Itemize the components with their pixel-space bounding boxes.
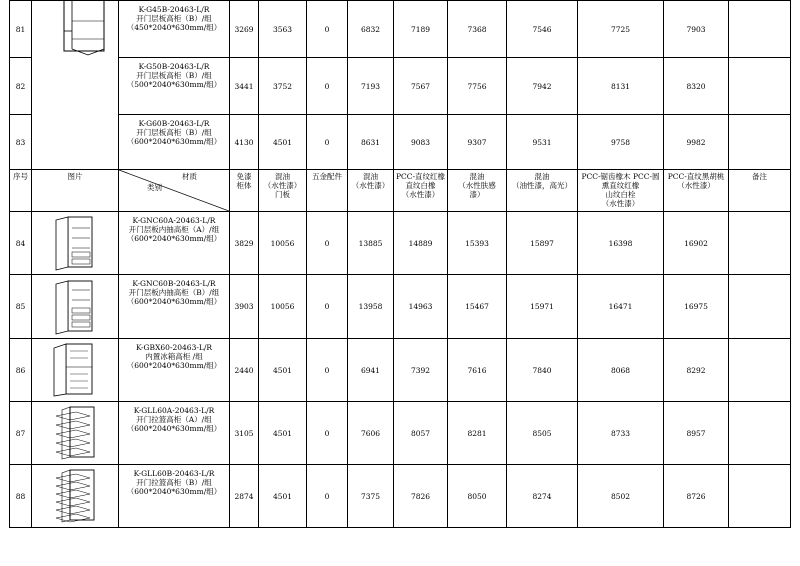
- cell-value: 7606: [348, 402, 394, 465]
- cell-value: 7942: [507, 58, 578, 115]
- header-col: 混油 （水性漆）: [348, 170, 394, 212]
- note-cell: [729, 115, 791, 170]
- table-row: [10, 115, 791, 170]
- cell-value: 6832: [348, 1, 394, 58]
- note-cell: [729, 1, 791, 58]
- product-description: K-GLL60B-20463-L/R 开门拉篮高柜（B）/组 （600*2040*630mm/组）: [119, 465, 230, 528]
- cell-value: 8292: [664, 339, 729, 402]
- header-col: 混油 （水性肤感 漆）: [448, 170, 507, 212]
- cell-value: 8050: [448, 465, 507, 528]
- cell-value: 0: [307, 115, 348, 170]
- product-description: K-GBX60-20463-L/R 内置冰箱高柜 /组 （600*2040*630mm/组）: [119, 339, 230, 402]
- cell-value: 4501: [259, 402, 307, 465]
- note-cell: [729, 58, 791, 115]
- cell-value: 7616: [448, 339, 507, 402]
- table-row: [10, 465, 791, 528]
- cell-value: 7189: [394, 1, 448, 58]
- row-number: 84: [10, 212, 32, 275]
- cell-value: 16975: [664, 275, 729, 339]
- cell-value: 4501: [259, 339, 307, 402]
- cell-value: 7903: [664, 1, 729, 58]
- pullout-basket-cabinet-icon: [50, 404, 100, 462]
- cabinet-shelf-drawer-icon: [50, 214, 100, 272]
- note-cell: [729, 212, 791, 275]
- header-image: 图片: [32, 170, 119, 212]
- product-image-cell: [32, 402, 119, 465]
- cell-value: 16398: [578, 212, 664, 275]
- cell-value: 9531: [507, 115, 578, 170]
- cell-value: 10056: [259, 212, 307, 275]
- header-col: PCC-直纹黑胡桃 （水性漆）: [664, 170, 729, 212]
- cell-value: 10056: [259, 275, 307, 339]
- cell-value: 8068: [578, 339, 664, 402]
- cell-value: 0: [307, 275, 348, 339]
- cell-value: 0: [307, 402, 348, 465]
- note-cell: [729, 339, 791, 402]
- cell-value: 7193: [348, 58, 394, 115]
- cell-value: 0: [307, 212, 348, 275]
- cabinet-shelf-drawer-icon: [50, 278, 100, 336]
- header-row: [10, 170, 791, 212]
- tall-cabinet-shelf-icon: [32, 1, 119, 61]
- cell-value: 7392: [394, 339, 448, 402]
- product-image-cell: [32, 212, 119, 275]
- note-cell: [729, 402, 791, 465]
- cell-value: 8957: [664, 402, 729, 465]
- cell-value: 7546: [507, 1, 578, 58]
- cell-value: 7375: [348, 465, 394, 528]
- cell-value: 9758: [578, 115, 664, 170]
- table-row: [10, 1, 791, 58]
- cell-value: 3752: [259, 58, 307, 115]
- product-image-cell: [32, 465, 119, 528]
- product-description: K-GNC60A-20463-L/R 开门层板内抽高柜（A）/组 （600*2040*630mm/组）: [119, 212, 230, 275]
- table-row: [10, 339, 791, 402]
- header-col: PCC-锯齿橡木 PCC-圆 熏直纹红橡 山纹白栓 （水性漆）: [578, 170, 664, 212]
- table-row: [10, 212, 791, 275]
- cell-value: 8281: [448, 402, 507, 465]
- header-category: [119, 170, 230, 212]
- cell-value: 14963: [394, 275, 448, 339]
- cell-value: 0: [307, 339, 348, 402]
- cell-value: 2440: [230, 339, 259, 402]
- note-cell: [729, 465, 791, 528]
- diagonal-divider: [119, 170, 229, 211]
- cell-value: 9083: [394, 115, 448, 170]
- cell-value: 8502: [578, 465, 664, 528]
- cell-value: 3903: [230, 275, 259, 339]
- row-number: 85: [10, 275, 32, 339]
- header-col: 免漆 柜体: [230, 170, 259, 212]
- note-cell: [729, 275, 791, 339]
- product-description: K-GNC60B-20463-L/R 开门层板内抽高柜（B）/组 （600*2040*630mm/组）: [119, 275, 230, 339]
- header-col: 混油 （油性漆，高光）: [507, 170, 578, 212]
- cell-value: 4501: [259, 465, 307, 528]
- cell-value: 15467: [448, 275, 507, 339]
- row-number: 82: [10, 58, 32, 115]
- product-description: K-G50B-20463-L/R 开门层板高柜（B）/组 （500*2040*630mm/组）: [119, 58, 230, 115]
- table-row: [10, 275, 791, 339]
- cell-value: 7756: [448, 58, 507, 115]
- cell-value: 16902: [664, 212, 729, 275]
- header-col: PCC-直纹红橡 直纹白橡 （水性漆）: [394, 170, 448, 212]
- cell-value: 13885: [348, 212, 394, 275]
- cell-value: 13958: [348, 275, 394, 339]
- product-image-cell: [32, 1, 119, 170]
- cell-value: 14889: [394, 212, 448, 275]
- cell-value: 7840: [507, 339, 578, 402]
- price-sheet: [9, 0, 790, 528]
- table-row: [10, 58, 791, 115]
- cell-value: 0: [307, 465, 348, 528]
- header-material: 材质: [182, 172, 197, 181]
- cell-value: 15393: [448, 212, 507, 275]
- fridge-cabinet-icon: [50, 341, 100, 399]
- product-description: K-G45B-20463-L/R 开门层板高柜（B）/组 （450*2040*630mm/组）: [119, 1, 230, 58]
- cell-value: 8733: [578, 402, 664, 465]
- product-description: K-GLL60A-20463-L/R 开门拉篮高柜（A）/组 （600*2040*630mm/组）: [119, 402, 230, 465]
- row-number: 86: [10, 339, 32, 402]
- cell-value: 0: [307, 58, 348, 115]
- cell-value: 7725: [578, 1, 664, 58]
- header-note: 备注: [729, 170, 791, 212]
- cell-value: 4130: [230, 115, 259, 170]
- cell-value: 9307: [448, 115, 507, 170]
- header-no: 序号: [10, 170, 32, 212]
- cell-value: 8274: [507, 465, 578, 528]
- cell-value: 3563: [259, 1, 307, 58]
- product-description: K-G60B-20463-L/R 开门层板高柜（B）/组 （600*2040*630mm/组）: [119, 115, 230, 170]
- cell-value: 3105: [230, 402, 259, 465]
- header-category-label: 类别: [147, 183, 162, 192]
- cell-value: 3269: [230, 1, 259, 58]
- row-number: 81: [10, 1, 32, 58]
- cell-value: 8726: [664, 465, 729, 528]
- cell-value: 0: [307, 1, 348, 58]
- cell-value: 3829: [230, 212, 259, 275]
- cell-value: 8505: [507, 402, 578, 465]
- price-table: [9, 0, 791, 528]
- cell-value: 15971: [507, 275, 578, 339]
- pullout-basket-cabinet-icon: [50, 467, 100, 525]
- product-image-cell: [32, 339, 119, 402]
- cell-value: 6941: [348, 339, 394, 402]
- cell-value: 9982: [664, 115, 729, 170]
- cell-value: 8631: [348, 115, 394, 170]
- product-image-cell: [32, 275, 119, 339]
- cell-value: 16471: [578, 275, 664, 339]
- table-row: [10, 402, 791, 465]
- cell-value: 7368: [448, 1, 507, 58]
- row-number: 88: [10, 465, 32, 528]
- cell-value: 4501: [259, 115, 307, 170]
- cell-value: 7567: [394, 58, 448, 115]
- cell-value: 8131: [578, 58, 664, 115]
- cell-value: 8320: [664, 58, 729, 115]
- row-number: 87: [10, 402, 32, 465]
- cell-value: 8057: [394, 402, 448, 465]
- cell-value: 2874: [230, 465, 259, 528]
- header-col: 混油 （水性漆） 门板: [259, 170, 307, 212]
- row-number: 83: [10, 115, 32, 170]
- cell-value: 15897: [507, 212, 578, 275]
- header-col: 五金配件: [307, 170, 348, 212]
- cell-value: 7826: [394, 465, 448, 528]
- cell-value: 3441: [230, 58, 259, 115]
